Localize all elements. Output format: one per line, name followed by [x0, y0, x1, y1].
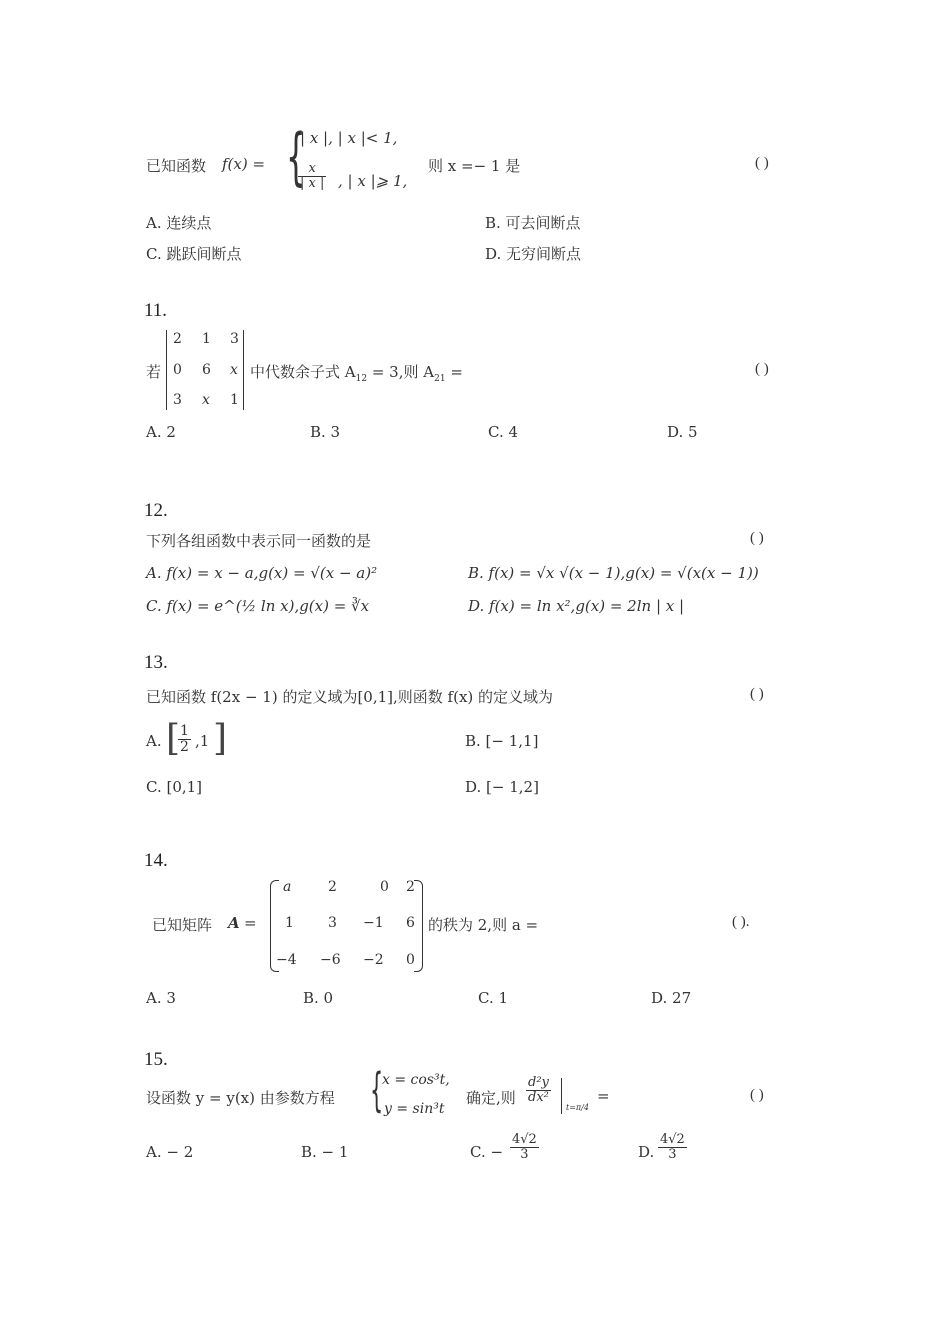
q10-option-d: D. 无穷间断点: [485, 245, 582, 263]
q15-stem-3: =: [597, 1087, 610, 1105]
q11-option-a: A. 2: [146, 423, 176, 441]
q11-det-cell: 3: [173, 392, 182, 408]
q14-matrix-cell: −4: [276, 952, 297, 968]
q12-option-a: A. f(x) = x − a,g(x) = √(x − a)²: [146, 564, 378, 582]
q14-answer-paren: ( ).: [732, 914, 750, 930]
q14-matrix-cell: −6: [320, 952, 341, 968]
q11-det-cell: 6: [202, 362, 211, 378]
q10-stem-suffix: 则 x =− 1 是: [428, 157, 521, 175]
q14-matrix-cell: 3: [328, 915, 337, 931]
q15-option-c-fraction: [510, 1133, 539, 1163]
q11-number: 11.: [144, 300, 168, 321]
q15-derivative-denominator: dx²: [528, 1090, 549, 1106]
q10-option-b: B. 可去间断点: [485, 214, 581, 232]
q14-matrix-cell: 1: [285, 915, 294, 931]
q14-suffix: 的秩为 2,则 a =: [428, 916, 539, 934]
q12-option-c: C. f(x) = e^(½ ln x),g(x) = ∛x: [146, 597, 370, 615]
q15-option-d-label: D.: [638, 1143, 655, 1161]
q12-option-d: D. f(x) = ln x²,g(x) = 2ln | x |: [468, 597, 685, 615]
q13-option-a-fraction: [178, 724, 191, 756]
q15-option-a: A. − 2: [146, 1143, 194, 1161]
q11-option-b: B. 3: [310, 423, 341, 441]
q11-stem-text-2: = 3,则 A: [367, 363, 435, 381]
q14-matrix-cell: −2: [363, 952, 384, 968]
q14-matrix-cell: 0: [406, 952, 415, 968]
q11-option-d: D. 5: [667, 423, 698, 441]
q14-number: 14.: [144, 850, 168, 871]
q15-evaluation-bar: [561, 1078, 562, 1114]
q13-option-c: C. [0,1]: [146, 778, 203, 796]
q11-answer-paren: ( ): [755, 361, 769, 377]
q10-case-2-numerator: x: [298, 162, 326, 177]
q15-stem: 设函数 y = y(x) 由参数方程: [146, 1089, 335, 1107]
q11-determinant-left-bar: [166, 330, 167, 410]
q11-det-cell: 2: [173, 331, 182, 347]
q13-number: 13.: [144, 652, 168, 673]
q15-option-d-denominator: 3: [668, 1147, 677, 1163]
q12-number: 12.: [144, 500, 168, 521]
q13-option-a-numerator: 1: [180, 723, 189, 739]
q13-answer-paren: ( ): [750, 686, 764, 702]
q11-det-cell: 1: [202, 331, 211, 347]
q10-option-a: A. 连续点: [146, 214, 212, 232]
q14-matrix-right-bracket: [414, 880, 423, 972]
q13-option-a-tail: ,1: [195, 732, 210, 750]
q10-case-2-condition: , | x |⩾ 1,: [338, 172, 408, 190]
q11-stem-text-3: =: [445, 363, 463, 381]
q13-option-d: D. [− 1,2]: [465, 778, 539, 796]
q15-option-c-label: C. −: [470, 1143, 504, 1161]
q15-equation-2: y = sin³t: [384, 1101, 445, 1117]
q12-option-b: B. f(x) = √x √(x − 1),g(x) = √(x(x − 1)): [468, 564, 759, 582]
q15-option-c-numerator: 4√2: [512, 1132, 537, 1147]
q15-derivative-fraction: [526, 1076, 551, 1106]
q14-matrix-cell: 6: [406, 915, 415, 931]
q10-piecewise-brace: {: [286, 120, 306, 193]
q10-answer-paren: ( ): [755, 155, 769, 171]
q15-stem-2: 确定,则: [466, 1089, 516, 1107]
q14-matrix-cell: 0: [380, 879, 389, 895]
q13-option-a-denominator: 2: [180, 739, 189, 756]
q13-option-a-left-bracket: [: [166, 718, 181, 759]
q11-det-cell: 0: [173, 362, 182, 378]
q12-stem: 下列各组函数中表示同一函数的是: [146, 532, 372, 550]
q11-stem: [250, 361, 463, 384]
q14-option-a: A. 3: [146, 989, 176, 1007]
q11-prefix: 若: [146, 363, 162, 381]
q10-case-2-denominator: | x |: [300, 176, 325, 192]
q11-sub-21: 21: [434, 374, 446, 384]
q10-stem-prefix: 已知函数: [146, 157, 207, 175]
q14-matrix-name: A: [228, 914, 240, 932]
q10-case-1: | x |, | x |< 1,: [300, 129, 398, 147]
q14-option-b: B. 0: [303, 989, 334, 1007]
q14-equals: =: [244, 914, 257, 932]
q14-option-d: D. 27: [651, 989, 692, 1007]
q11-det-cell: x: [202, 392, 210, 408]
q15-evaluation-condition: t=π/4: [566, 1103, 589, 1112]
q15-option-d-numerator: 4√2: [660, 1132, 685, 1147]
q10-function-name: f(x) =: [222, 155, 266, 173]
q11-option-c: C. 4: [488, 423, 519, 441]
q13-option-a-label: A.: [146, 732, 162, 750]
q11-stem-text: 中代数余子式 A: [250, 363, 356, 381]
q11-det-cell: 1: [230, 392, 239, 408]
q15-equation-1: x = cos³t,: [382, 1072, 450, 1088]
q10-case-2-fraction: [298, 162, 326, 192]
q12-answer-paren: ( ): [750, 530, 764, 546]
q10-option-c: C. 跳跃间断点: [146, 245, 242, 263]
q14-prefix: 已知矩阵: [152, 916, 213, 934]
q13-option-b: B. [− 1,1]: [465, 732, 539, 750]
q15-option-b: B. − 1: [301, 1143, 349, 1161]
q14-matrix-cell: 2: [328, 879, 337, 895]
q15-number: 15.: [144, 1049, 168, 1070]
q11-sub-12: 12: [355, 374, 368, 384]
q11-det-cell: x: [230, 362, 238, 378]
q14-option-c: C. 1: [478, 989, 509, 1007]
q11-det-cell: 3: [230, 331, 239, 347]
q15-derivative-numerator: d²y: [528, 1075, 549, 1090]
q14-matrix-cell: 2: [406, 879, 415, 895]
q13-stem: 已知函数 f(2x − 1) 的定义域为[0,1],则函数 f(x) 的定义域为: [146, 688, 554, 706]
q15-answer-paren: ( ): [750, 1087, 764, 1103]
q15-option-d-fraction: [658, 1133, 687, 1163]
q15-option-c-denominator: 3: [520, 1147, 529, 1163]
q11-determinant-right-bar: [243, 330, 244, 410]
q14-matrix-cell: a: [283, 879, 292, 895]
q13-option-a-right-bracket: ]: [213, 718, 228, 759]
q14-matrix-cell: −1: [363, 915, 384, 931]
q15-system-brace: {: [370, 1063, 384, 1117]
